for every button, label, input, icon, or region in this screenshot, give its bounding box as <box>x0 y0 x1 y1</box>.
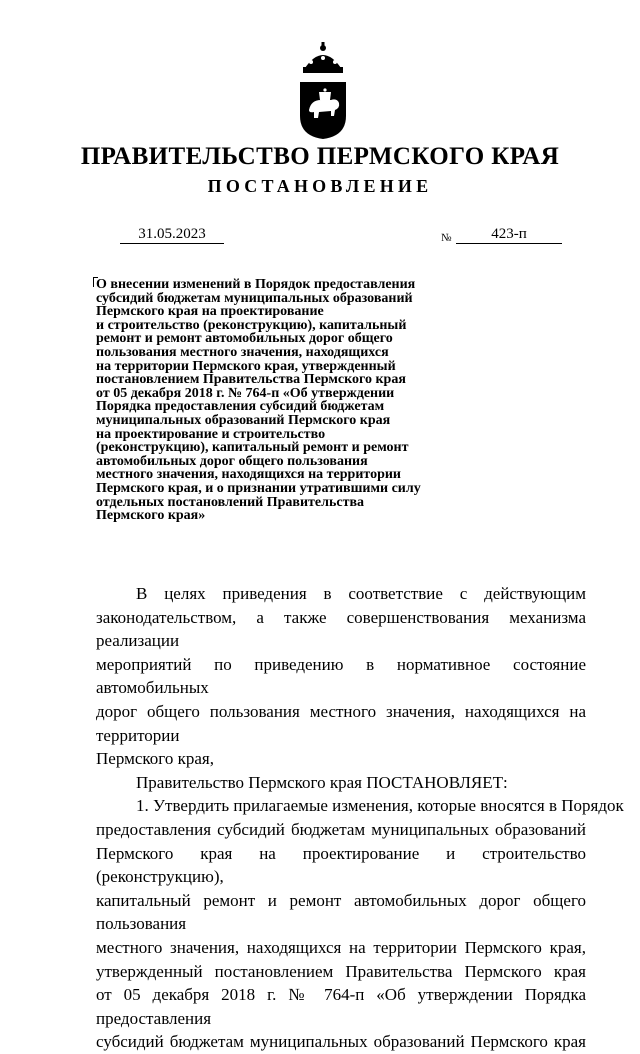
coat-of-arms-icon <box>297 40 349 140</box>
subject-line: муниципальных образований Пермского края <box>96 412 391 428</box>
number-label: № <box>441 232 452 244</box>
subject-line: субсидий бюджетам муниципальных образований <box>96 290 413 306</box>
body-line: Пермского края, <box>96 749 214 769</box>
subject-line: пользования местного значения, находящихся <box>96 344 389 360</box>
document-body <box>96 582 624 1054</box>
body-line: от 05 декабря 2018 г. № 764-п «Об утверждении Порядка предоставления <box>96 985 586 1028</box>
body-line: Пермского края на проектирование и строительство (реконструкцию), <box>96 843 586 887</box>
subject-line: на проектирование и строительство <box>96 426 326 442</box>
government-name: ПРАВИТЕЛЬСТВО ПЕРМСКОГО КРАЯ <box>80 143 560 170</box>
body-line: капитальный ремонт и ремонт автомобильных дорог общего пользования <box>96 890 586 934</box>
body-line: субсидий бюджетам муниципальных образований Пермского края <box>96 1032 586 1052</box>
subject-line: от 05 декабря 2018 г. № 764-п «Об утверждении <box>96 385 395 401</box>
subject-line: Пермского края» <box>96 508 206 524</box>
body-line: утвержденный постановлением Правительства Пермского края <box>96 961 586 981</box>
subject-line: Пермского края на проектирование <box>96 304 324 320</box>
document-date: 31.05.2023 <box>120 225 224 244</box>
body-line: Правительство Пермского края ПОСТАНОВЛЯЕТ: <box>136 772 508 792</box>
body-line: В целях приведения в соответствие с действующим <box>136 584 586 603</box>
subject-line: О внесении изменений в Порядок предоставления <box>96 277 416 292</box>
body-line: 1. Утвердить прилагаемые изменения, которые вносятся в Порядок <box>136 796 624 816</box>
subject-line: на территории Пермского края, утвержденный <box>96 358 396 374</box>
subject-line: Пермского края, и о признании утратившими силу <box>96 480 421 496</box>
document-type: ПОСТАНОВЛЕНИЕ <box>207 176 433 196</box>
document-number: 423-п <box>456 225 562 244</box>
subject-line: Порядка предоставления субсидий бюджетам <box>96 399 385 415</box>
subject-line: местного значения, находящихся на территории <box>96 467 401 483</box>
body-line: законодательством, а также совершенствования механизма реализации <box>96 607 586 651</box>
subject-line: отдельных постановлений Правительства <box>96 494 365 510</box>
document-subject <box>96 278 476 523</box>
subject-line: постановлением Правительства Пермского края <box>96 372 406 388</box>
body-line: мероприятий по приведению в нормативное состояние автомобильных <box>96 654 586 698</box>
subject-line: и строительство (реконструкцию), капитальный <box>96 317 407 333</box>
body-line: местного значения, находящихся на территории Пермского края, <box>96 937 586 957</box>
body-line: дорог общего пользования местного значения, находящихся на территории <box>96 701 586 745</box>
subject-line: ремонт и ремонт автомобильных дорог общего <box>96 331 393 347</box>
subject-line: (реконструкцию), капитальный ремонт и ремонт <box>96 440 409 456</box>
body-line: предоставления субсидий бюджетам муниципальных образований <box>96 819 586 839</box>
subject-line: автомобильных дорог общего пользования <box>96 453 368 469</box>
